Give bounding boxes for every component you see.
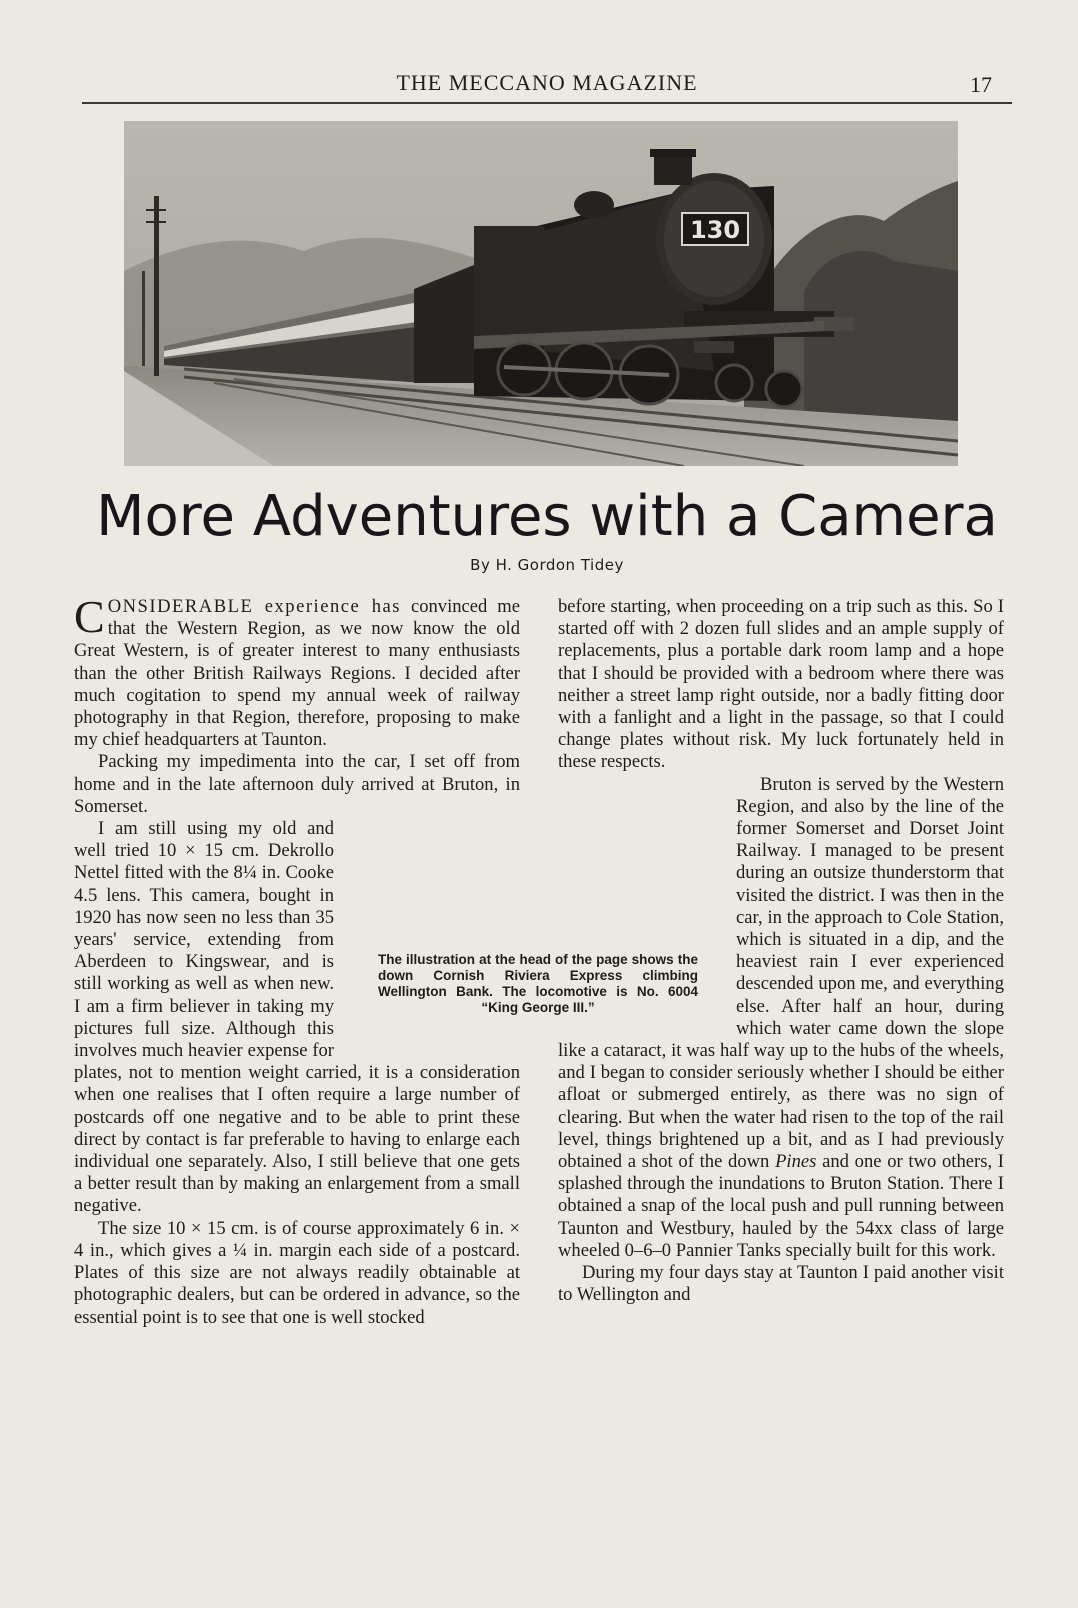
paragraph: [558, 774, 1004, 1262]
running-head: [82, 66, 1012, 104]
photo-caption: The illustration at the head of the page shows the down Cornish Riviera Express climbing Wellington Bank. The locomotive is No. 6004 “King George III.”: [378, 952, 698, 1015]
paragraph: [74, 818, 520, 1218]
paragraph: The size 10 × 15 cm. is of course approximately 6 in. × 4 in., which gives a ¼ in. margin each side of a postcard. Plates of this size are not always readily obtainable at photographic dealers, but can be ordered in advance, so the essential point is to see that one is well stocked: [74, 1217, 520, 1328]
drop-cap: C: [74, 591, 105, 642]
article-title: More Adventures with a Camera: [96, 484, 998, 549]
lead-in: ONSIDERABLE experience has: [107, 596, 401, 617]
article-byline: By H. Gordon Tidey: [470, 556, 624, 574]
paragraph-text: and one or two others, I splashed through the inundations to Bruton Station. There I obtained a snap of the local push and pull running between Taunton and Westbury, hauled by the 54xx class of large wheeled 0–6–0 Pannier Tanks specially built for this work.: [558, 1151, 1004, 1261]
locomotive-photo: [124, 121, 958, 466]
page-number: 17: [970, 72, 992, 97]
paragraph: Packing my impedimenta into the car, I set off from home and in the late afternoon duly arrived at Bruton, in Somerset.: [74, 751, 520, 817]
paragraph-text: I am still using my old and well tried 10 × 15 cm. Dekrollo Nettel fitted with the 8¼ in. Cooke 4.5 lens. This camera, bought in 1920 has now seen no less than 35 years' service, extending from Aberdeen to Kingswear, and is still working as well as when new. I am a firm believer in taking my pictures full size. Although this involves much heavier expense for plates, not to mention weight carried, it is a consideration when one realises that I often require a large number of postcards off one negative and to be able to print these direct by contact is far preferable to having to enlarge each individual one separately. Also, I still believe that one gets a better result than by making an enlargement from a small negative.: [74, 818, 520, 1217]
paragraph-text: Bruton is served by the Western Region, and also by the line of the former Somerset and Dorset Joint Railway. I managed to be present during an outsize thunderstorm that visited the district. I was then in the car, in the approach to Cole Station, which is situated in a dip, and the heaviest rain I ever experienced descended upon me, and everything else. After half an hour, during which water came down the slope like a cataract, it was half way up to the hubs of the wheels, and I began to consider seriously whether I should be either afloat or submerged entirely, as there was no sign of clearing. But when the water had risen to the top of the rail level, things brightened up a bit, and as I had previously obtained a shot of the down: [558, 773, 1004, 1173]
paragraph: before starting, when proceeding on a trip such as this. So I started off with 2 dozen full slides and an ample supply of replacements, plus a portable dark room lamp and a hope that I should be provided with a bedroom where there was neither a street lamp right outside, nor a badly fitting door with a fanlight and a light in the passage, so that I could change plates without risk. My luck fortunately held in these respects.: [558, 596, 1004, 773]
headboard-number: 130: [689, 216, 741, 244]
paragraph: During my four days stay at Taunton I paid another visit to Wellington and: [558, 1262, 1004, 1306]
paragraph-text: convinced me that the Western Region, as we now know the old Great Western, is of greater interest to many enthusiasts than the other British Railways Regions. I decided after much cogitation to spend my annual week of railway photography in that Region, therefore, proposing to make my chief headquarters at Taunton.: [74, 596, 521, 751]
magazine-title: THE MECCANO MAGAZINE: [396, 70, 698, 95]
train-name: Pines: [775, 1151, 817, 1173]
paragraph: [74, 591, 521, 751]
